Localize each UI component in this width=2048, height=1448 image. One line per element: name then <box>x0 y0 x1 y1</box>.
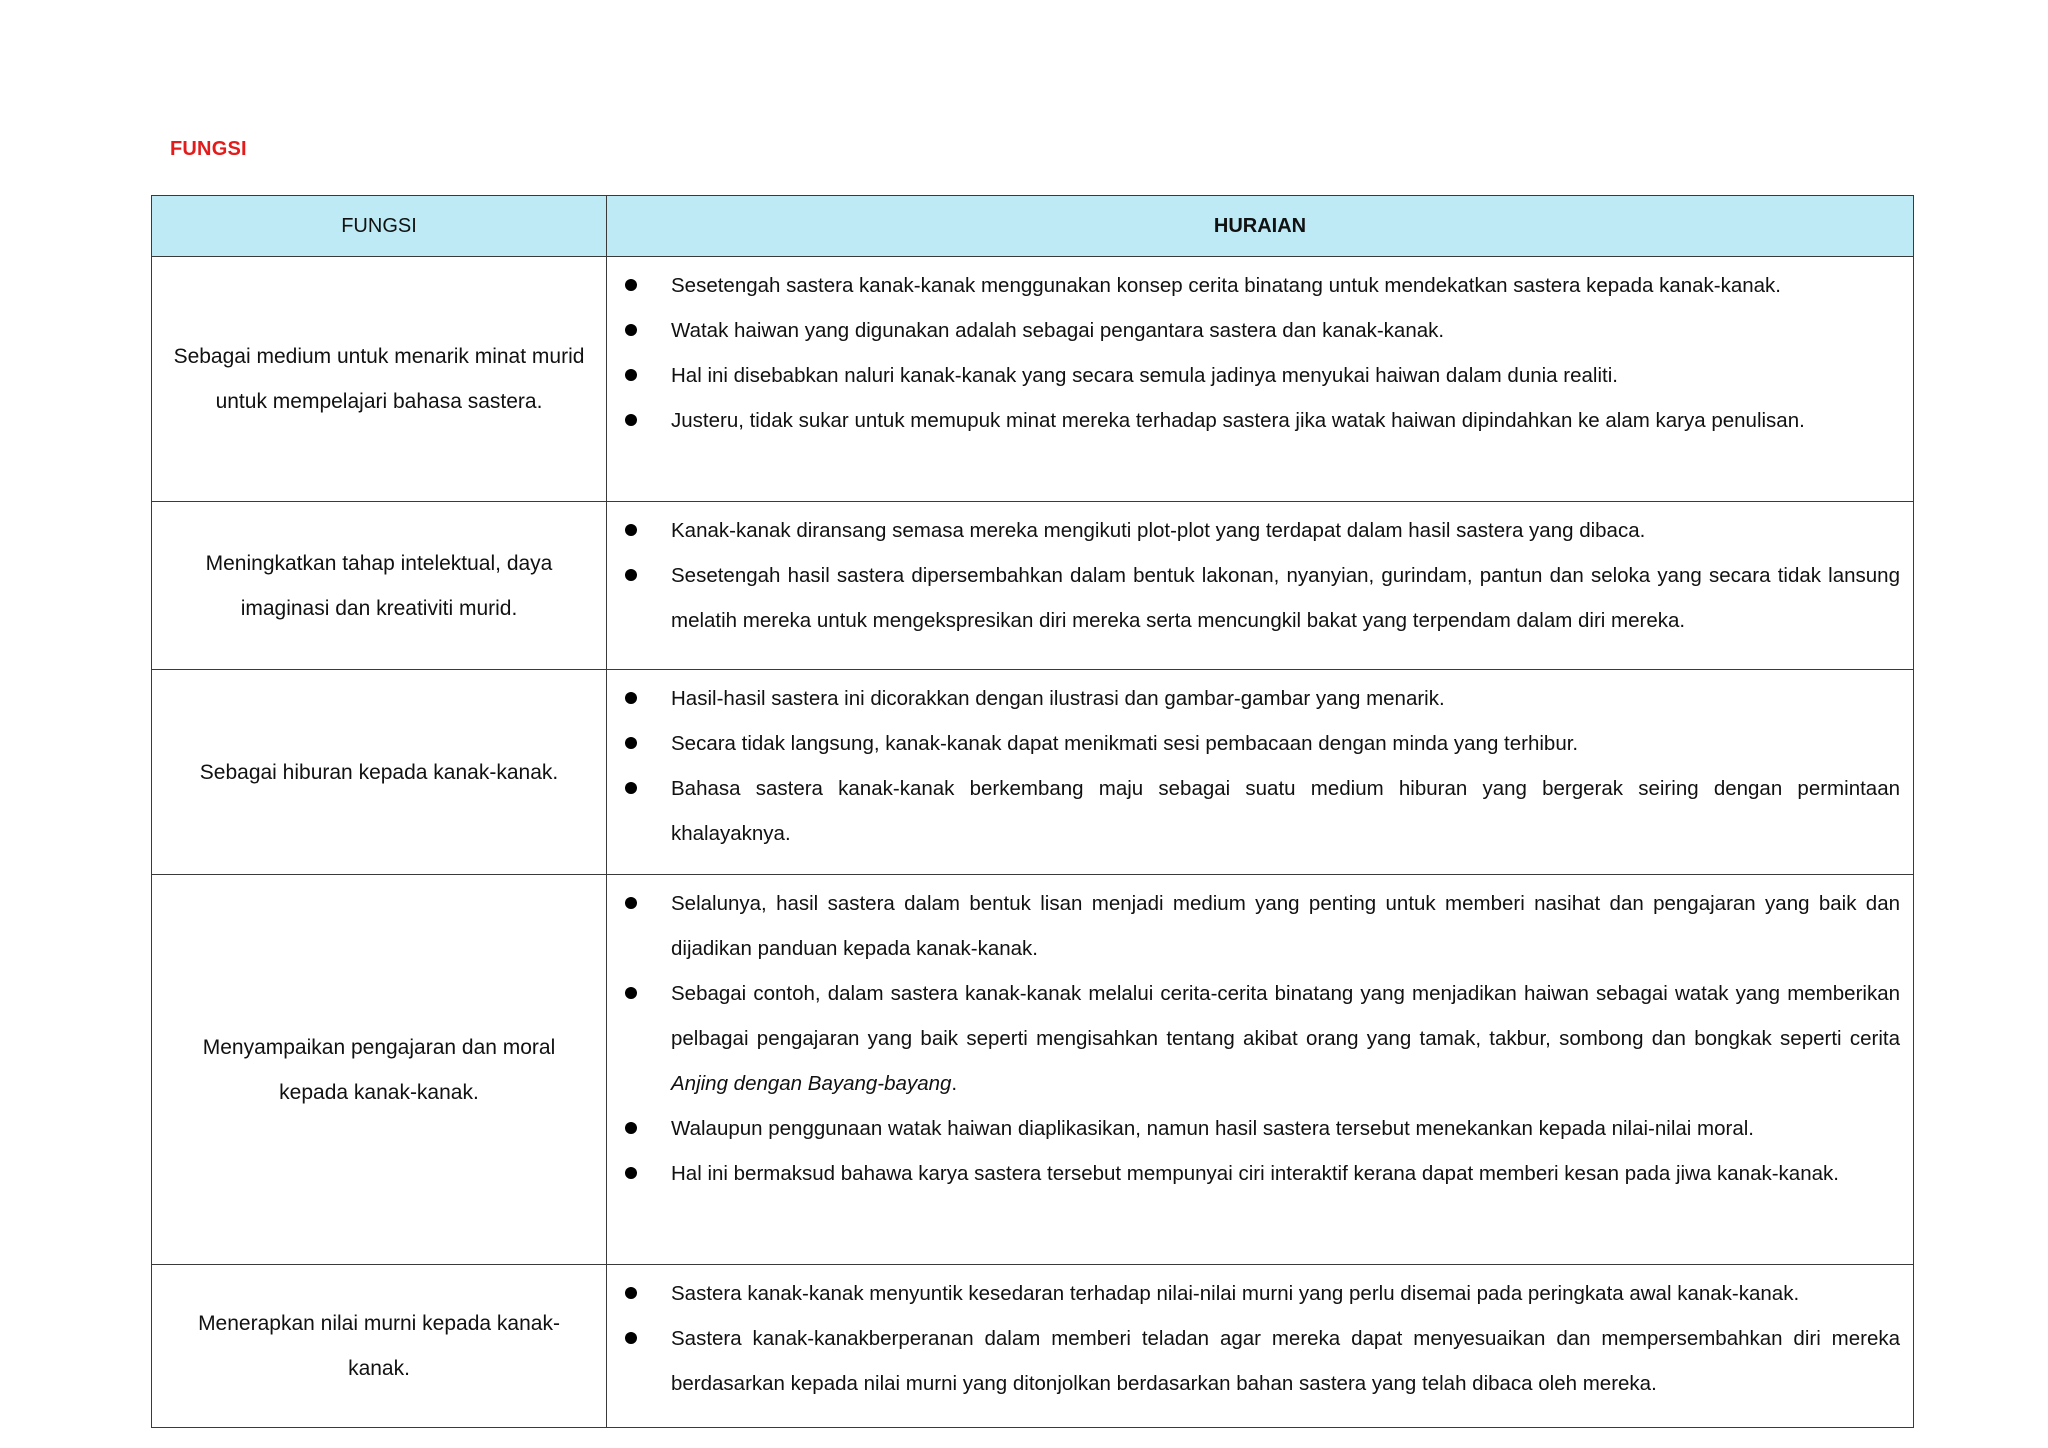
bullet-item <box>607 308 1900 353</box>
table-header-row <box>152 196 1914 257</box>
bullet-text: Kanak-kanak diransang semasa mereka mengikuti plot-plot yang terdapat dalam hasil sastera yang dibaca. <box>671 519 1646 542</box>
bullet-item <box>607 508 1900 553</box>
huraian-cell <box>607 502 1914 670</box>
bullet-text: Walaupun penggunaan watak haiwan diaplikasikan, namun hasil sastera tersebut menekankan kepada nilai-nilai moral. <box>671 1117 1754 1140</box>
bullet-list <box>607 881 1900 1196</box>
bullet-icon <box>625 369 637 381</box>
page-heading: FUNGSI <box>170 138 247 160</box>
bullet-list <box>607 263 1900 443</box>
bullet-item <box>607 676 1900 721</box>
bullet-icon <box>625 1287 637 1299</box>
bullet-list <box>607 676 1900 856</box>
bullet-item <box>607 263 1900 308</box>
bullet-text: Justeru, tidak sukar untuk memupuk minat mereka terhadap sastera jika watak haiwan dipindahkan ke alam karya penulisan. <box>671 409 1805 432</box>
fungsi-cell: Menyampaikan pengajaran dan moral kepada kanak-kanak. <box>152 875 607 1265</box>
fungsi-table <box>151 195 1914 1428</box>
table-row <box>152 257 1914 502</box>
bullet-text: Hasil-hasil sastera ini dicorakkan dengan ilustrasi dan gambar-gambar yang menarik. <box>671 687 1445 710</box>
bullet-item <box>607 353 1900 398</box>
bullet-icon <box>625 1122 637 1134</box>
table-row <box>152 670 1914 875</box>
bullet-text: Watak haiwan yang digunakan adalah sebagai pengantara sastera dan kanak-kanak. <box>671 319 1445 342</box>
bullet-icon <box>625 414 637 426</box>
bullet-item <box>607 1106 1900 1151</box>
bullet-icon <box>625 897 637 909</box>
bullet-text: Bahasa sastera kanak-kanak berkembang maju sebagai suatu medium hiburan yang bergerak seiring dengan permintaan khalayaknya. <box>671 777 1900 845</box>
huraian-cell <box>607 875 1914 1265</box>
bullet-text: Sastera kanak-kanakberperanan dalam memberi teladan agar mereka dapat menyesuaikan dan mempersembahkan diri mereka berdasarkan kepada nilai murni yang ditonjolkan berdasarkan bahan sastera yang telah dibaca oleh mereka. <box>671 1327 1900 1395</box>
fungsi-cell: Menerapkan nilai murni kepada kanak-kanak. <box>152 1265 607 1428</box>
bullet-item <box>607 553 1900 643</box>
bullet-item <box>607 971 1900 1106</box>
bullet-text: Sesetengah sastera kanak-kanak menggunakan konsep cerita binatang untuk mendekatkan sastera kepada kanak-kanak. <box>671 274 1782 297</box>
bullet-text: Hal ini bermaksud bahawa karya sastera tersebut mempunyai ciri interaktif kerana dapat memberi kesan pada jiwa kanak-kanak. <box>671 1162 1839 1185</box>
header-huraian: HURAIAN <box>607 196 1914 257</box>
bullet-icon <box>625 737 637 749</box>
bullet-item <box>607 766 1900 856</box>
bullet-icon <box>625 987 637 999</box>
bullet-item <box>607 398 1900 443</box>
bullet-text: Sesetengah hasil sastera dipersembahkan dalam bentuk lakonan, nyanyian, gurindam, pantun dan seloka yang secara tidak lansung melatih mereka untuk mengekspresikan diri mereka serta mencungkil bakat yang terpendam dalam diri mereka. <box>671 564 1900 632</box>
bullet-list <box>607 508 1900 643</box>
bullet-icon <box>625 692 637 704</box>
huraian-cell <box>607 670 1914 875</box>
bullet-text-end: . <box>951 1072 958 1095</box>
table-row <box>152 502 1914 670</box>
story-title: Anjing dengan Bayang-bayang <box>671 1072 952 1095</box>
bullet-text: Secara tidak langsung, kanak-kanak dapat menikmati sesi pembacaan dengan minda yang terhibur. <box>671 732 1579 755</box>
bullet-item <box>607 1151 1900 1196</box>
table-row <box>152 875 1914 1265</box>
bullet-item <box>607 1271 1900 1316</box>
bullet-icon <box>625 569 637 581</box>
bullet-text: Hal ini disebabkan naluri kanak-kanak yang secara semula jadinya menyukai haiwan dalam dunia realiti. <box>671 364 1618 387</box>
bullet-icon <box>625 279 637 291</box>
bullet-item <box>607 1316 1900 1406</box>
header-fungsi: FUNGSI <box>152 196 607 257</box>
fungsi-cell: Meningkatkan tahap intelektual, daya imaginasi dan kreativiti murid. <box>152 502 607 670</box>
bullet-icon <box>625 324 637 336</box>
fungsi-cell: Sebagai medium untuk menarik minat murid untuk mempelajari bahasa sastera. <box>152 257 607 502</box>
bullet-icon <box>625 524 637 536</box>
bullet-text: Sebagai contoh, dalam sastera kanak-kanak melalui cerita-cerita binatang yang menjadikan haiwan sebagai watak yang memberikan pelbagai pengajaran yang baik seperti mengisahkan tentang akibat orang yang tamak, takbur, sombong dan bongkak seperti cerita <box>671 982 1900 1050</box>
bullet-list <box>607 1271 1900 1406</box>
bullet-text: Sastera kanak-kanak menyuntik kesedaran terhadap nilai-nilai murni yang perlu disemai pada peringkata awal kanak-kanak. <box>671 1282 1800 1305</box>
table-row <box>152 1265 1914 1428</box>
bullet-icon <box>625 1167 637 1179</box>
fungsi-cell: Sebagai hiburan kepada kanak-kanak. <box>152 670 607 875</box>
bullet-text: Selalunya, hasil sastera dalam bentuk lisan menjadi medium yang penting untuk memberi nasihat dan pengajaran yang baik dan dijadikan panduan kepada kanak-kanak. <box>671 892 1900 960</box>
bullet-icon <box>625 782 637 794</box>
huraian-cell <box>607 257 1914 502</box>
bullet-item <box>607 881 1900 971</box>
bullet-icon <box>625 1332 637 1344</box>
bullet-item <box>607 721 1900 766</box>
huraian-cell <box>607 1265 1914 1428</box>
